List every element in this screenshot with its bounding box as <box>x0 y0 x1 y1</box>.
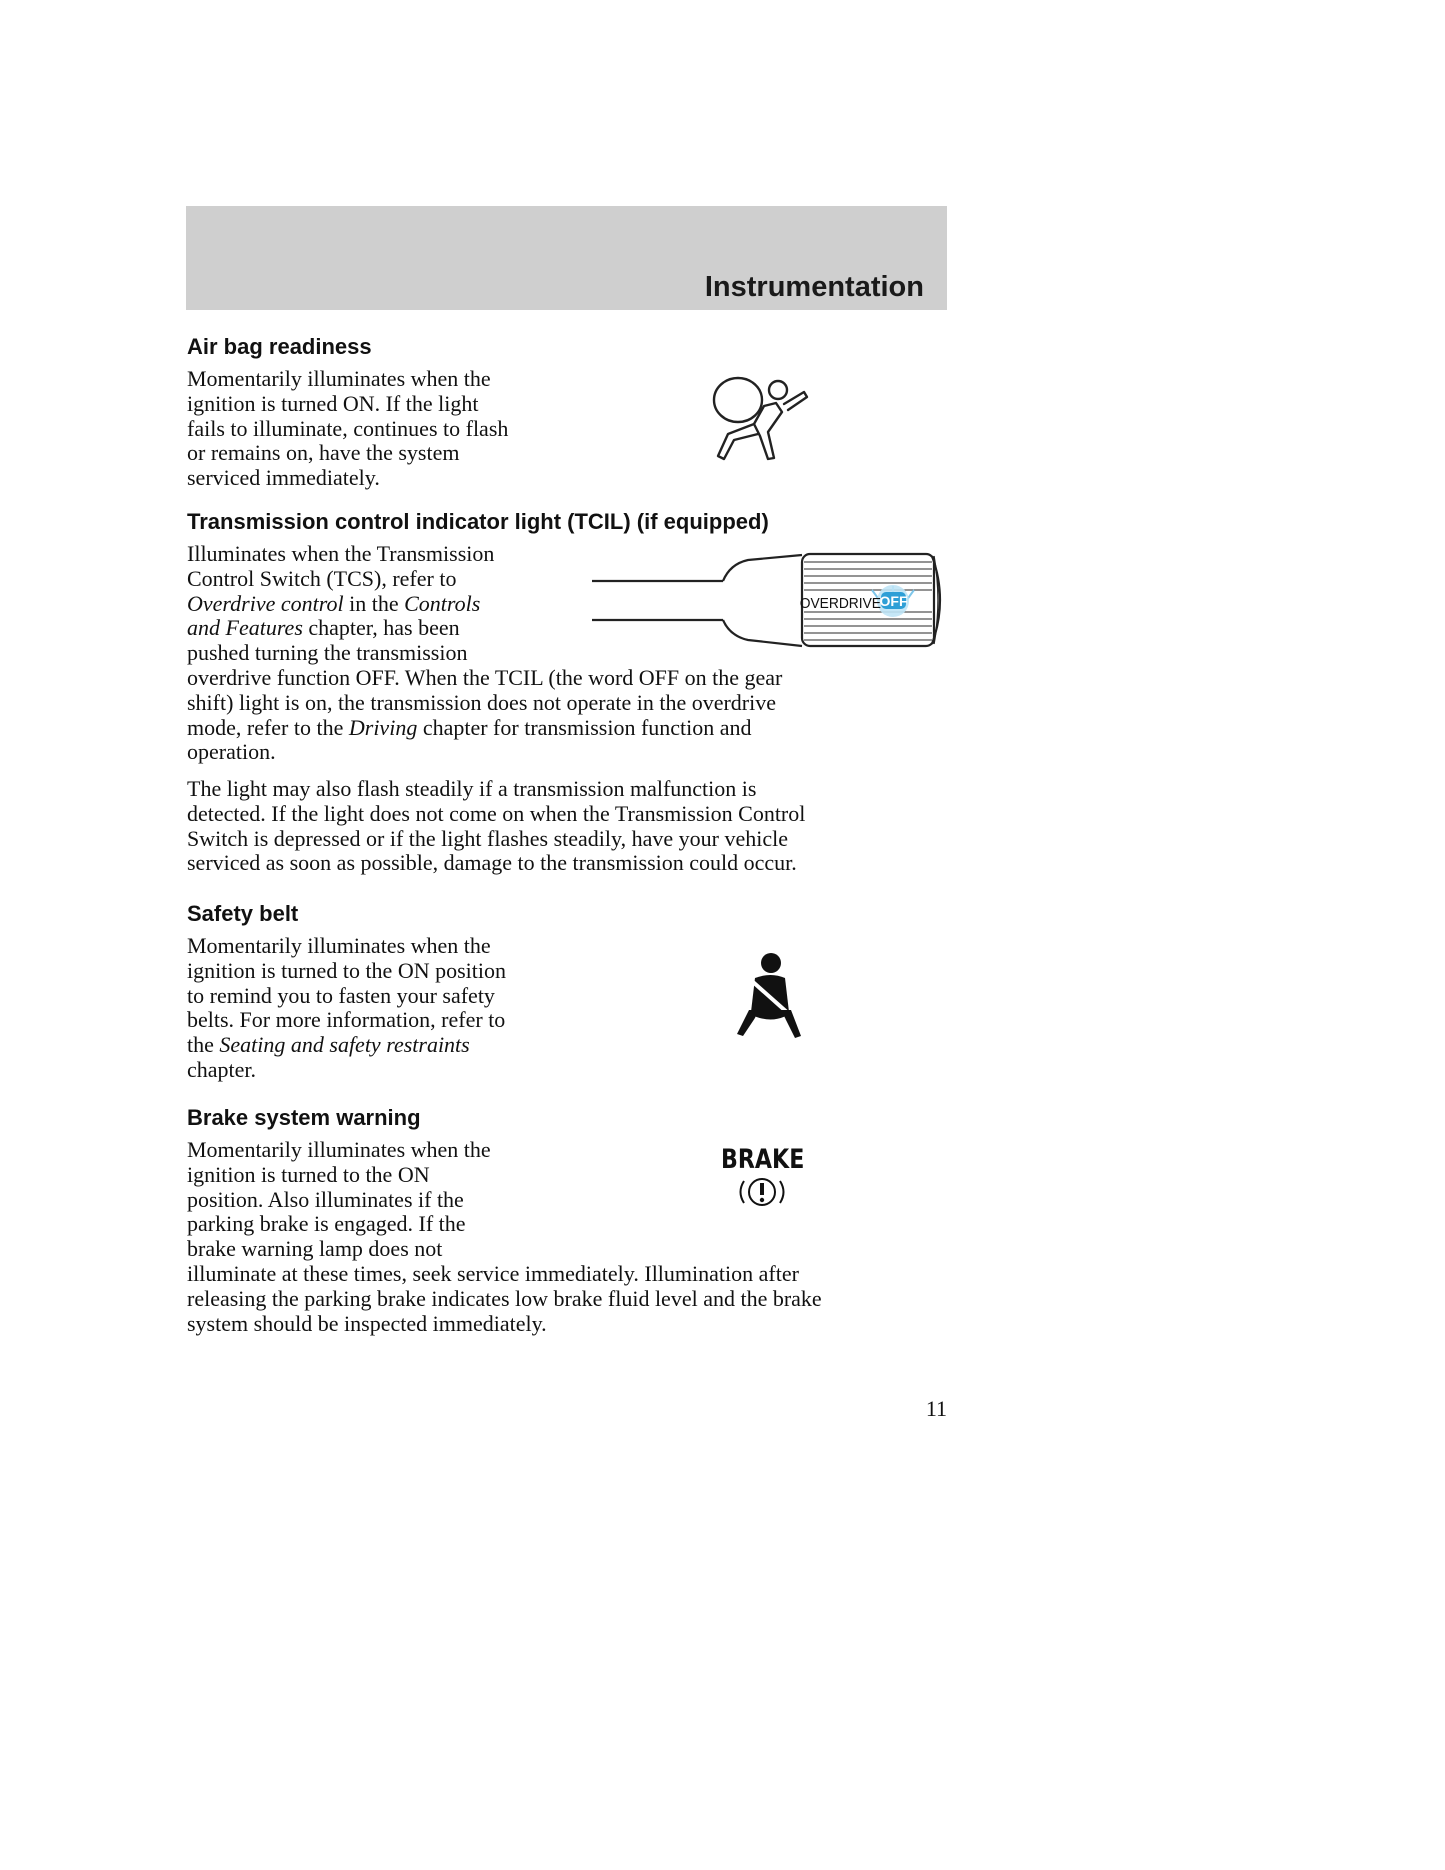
gear-shift-overdrive-illustration <box>590 550 950 656</box>
page-number: 11 <box>925 1396 947 1421</box>
section-title: Instrumentation <box>704 271 924 303</box>
overdrive-label: OVERDRIVE <box>799 595 882 613</box>
airbag-icon <box>706 370 812 474</box>
tcil-paragraph-1: Illuminates when the Transmission Control Switch (TCS), refer to Overdrive control in the Controls and Features chapter, has been pushed turning the transmission overdrive function OFF. When the TCIL (the word OFF on the gear shift) light is on, the transmission does not operate in the overdrive mode, refer to the Driving chapter for transmission function and operation. <box>187 541 783 765</box>
safety-belt-heading: Safety belt <box>187 901 299 926</box>
brake-paragraph: Momentarily illuminates when the ignition is turned to the ON position. Also illuminates if the parking brake is engaged. If the brake warning lamp does not illuminate at these times, seek service immediately. Illumination after releasing the parking brake indicates low brake fluid level and the brake system should be inspected immediately. <box>187 1137 822 1336</box>
brake-warning-icon <box>712 1144 812 1211</box>
airbag-heading: Air bag readiness <box>187 334 372 359</box>
brake-label: BRAKE <box>721 1144 805 1175</box>
safety-belt-paragraph: Momentarily illuminates when the ignition is turned to the ON position to remind you to fasten your safety belts. For more information, refer to the Seating and safety restraints chapter. <box>187 933 506 1082</box>
airbag-paragraph: Momentarily illuminates when the ignition is turned ON. If the light fails to illuminate, continues to flash or remains on, have the system serviced immediately. <box>187 366 509 491</box>
seatbelt-icon <box>733 952 803 1048</box>
brake-heading: Brake system warning <box>187 1105 421 1130</box>
off-badge: OFF <box>879 593 908 609</box>
tcil-paragraph-2: The light may also flash steadily if a transmission malfunction is detected. If the light does not come on when the Transmission Control Switch is depressed or if the light flashes steadily, have your vehicle serviced as soon as possible, damage to the transmission could occur. <box>187 776 806 876</box>
brake-exclamation-icon <box>712 1175 812 1211</box>
tcil-heading: Transmission control indicator light (TCIL) (if equipped) <box>187 509 769 534</box>
section-header-band <box>186 206 947 310</box>
